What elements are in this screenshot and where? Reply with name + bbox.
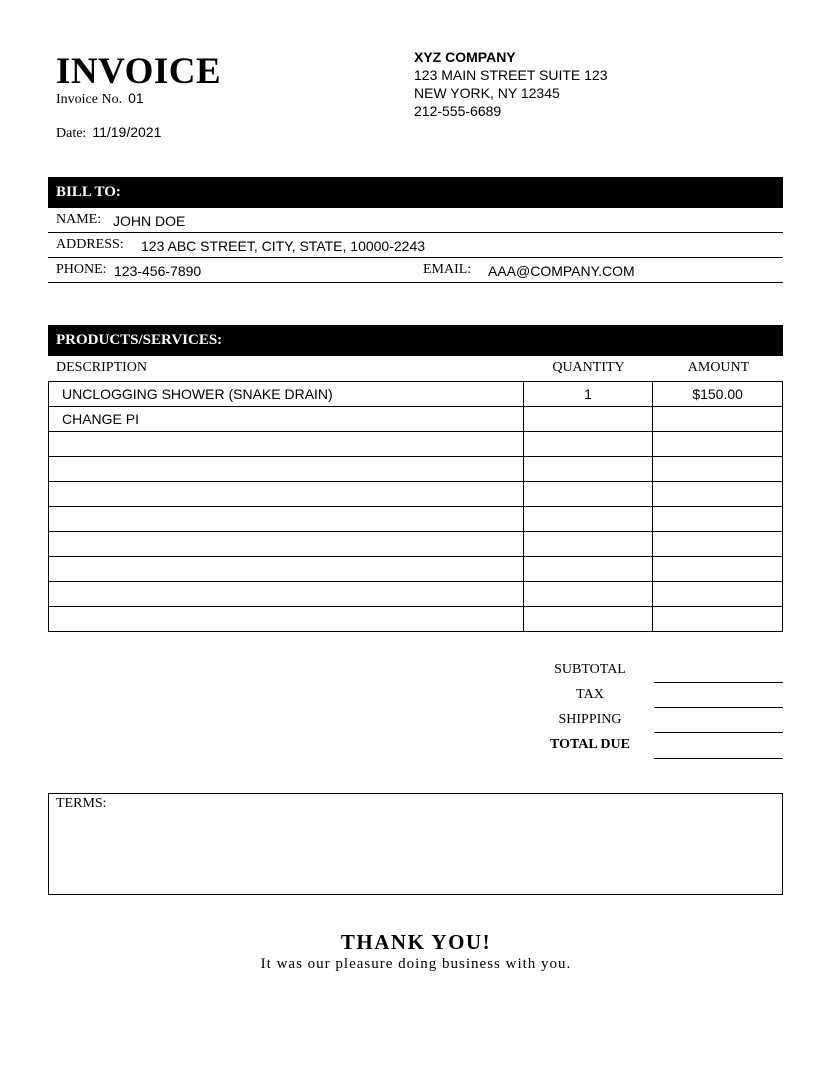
item-description-cell[interactable]	[49, 457, 524, 482]
bill-to-heading: BILL TO:	[48, 177, 783, 208]
item-description-cell[interactable]	[49, 532, 524, 557]
item-amount-cell[interactable]	[653, 532, 783, 557]
address-value[interactable]: 123 ABC STREET, CITY, STATE, 10000-2243	[141, 238, 426, 254]
item-quantity-cell[interactable]	[523, 457, 653, 482]
item-quantity-cell[interactable]: 1	[523, 382, 653, 407]
thank-you-message: It was our pleasure doing business with you.	[260, 956, 572, 972]
terms-label: TERMS:	[56, 796, 107, 811]
name-label: NAME:	[56, 212, 102, 227]
email-label: EMAIL:	[423, 262, 472, 277]
table-row	[49, 457, 783, 482]
table-row	[49, 557, 783, 582]
table-row	[49, 532, 783, 557]
total-due-field[interactable]	[654, 758, 783, 759]
item-amount-cell[interactable]	[653, 557, 783, 582]
email-value[interactable]: AAA@COMPANY.COM	[488, 263, 635, 279]
item-description-cell[interactable]: UNCLOGGING SHOWER (SNAKE DRAIN)	[49, 382, 524, 407]
thank-you-heading: THANK YOU!	[340, 930, 492, 954]
table-row	[49, 482, 783, 507]
item-quantity-cell[interactable]	[523, 482, 653, 507]
company-name: XYZ COMPANY	[414, 49, 516, 65]
item-amount-cell[interactable]	[653, 582, 783, 607]
table-row	[49, 582, 783, 607]
invoice-number	[56, 90, 144, 108]
item-description-cell[interactable]	[49, 482, 524, 507]
item-quantity-cell[interactable]	[523, 532, 653, 557]
subtotal-label: SUBTOTAL	[554, 662, 626, 677]
item-description-cell[interactable]	[49, 582, 524, 607]
item-description-cell[interactable]: CHANGE PI	[49, 407, 524, 432]
subtotal-field[interactable]	[654, 682, 783, 683]
company-address-line2: NEW YORK, NY 12345	[414, 85, 560, 101]
item-amount-cell[interactable]: $150.00	[653, 382, 783, 407]
phone-label: PHONE:	[56, 262, 107, 277]
item-amount-cell[interactable]	[653, 482, 783, 507]
item-quantity-cell[interactable]	[523, 557, 653, 582]
bill-to-contact-row	[48, 258, 783, 283]
item-description-cell[interactable]	[49, 557, 524, 582]
table-row	[49, 432, 783, 457]
company-address-line1: 123 MAIN STREET SUITE 123	[414, 67, 608, 83]
tax-label: TAX	[576, 687, 604, 702]
invoice-title: INVOICE	[56, 51, 222, 92]
phone-value[interactable]: 123-456-7890	[114, 263, 202, 279]
item-quantity-cell[interactable]	[523, 432, 653, 457]
item-amount-cell[interactable]	[653, 507, 783, 532]
item-quantity-cell[interactable]	[523, 407, 653, 432]
invoice-number-value: 01	[128, 90, 144, 106]
item-description-cell[interactable]	[49, 607, 524, 632]
item-amount-cell[interactable]	[653, 607, 783, 632]
column-header-amount: AMOUNT	[687, 360, 750, 375]
bill-to-address-row	[48, 233, 783, 258]
invoice-date	[56, 124, 161, 142]
shipping-label: SHIPPING	[558, 712, 622, 727]
item-description-cell[interactable]	[49, 507, 524, 532]
table-row	[49, 507, 783, 532]
products-table	[48, 381, 783, 632]
company-phone: 212-555-6689	[414, 103, 502, 119]
item-quantity-cell[interactable]	[523, 607, 653, 632]
invoice-number-label: Invoice No.	[56, 92, 123, 107]
address-label: ADDRESS:	[56, 237, 124, 252]
name-value[interactable]: JOHN DOE	[113, 213, 186, 229]
item-amount-cell[interactable]	[653, 432, 783, 457]
tax-field[interactable]	[654, 707, 783, 708]
item-quantity-cell[interactable]	[523, 507, 653, 532]
bill-to-name-row	[48, 208, 783, 233]
products-heading: PRODUCTS/SERVICES:	[48, 325, 783, 356]
item-amount-cell[interactable]	[653, 407, 783, 432]
invoice-date-value: 11/19/2021	[92, 124, 162, 140]
table-row	[49, 407, 783, 432]
invoice-date-label: Date:	[56, 126, 87, 141]
table-row	[49, 382, 783, 407]
terms-box[interactable]	[48, 793, 783, 895]
table-row	[49, 607, 783, 632]
shipping-field[interactable]	[654, 732, 783, 733]
item-amount-cell[interactable]	[653, 457, 783, 482]
company-block	[414, 48, 607, 120]
column-header-description: DESCRIPTION	[56, 360, 148, 375]
column-header-quantity: QUANTITY	[552, 360, 625, 375]
item-description-cell[interactable]	[49, 432, 524, 457]
total-due-label: TOTAL DUE	[549, 737, 630, 752]
item-quantity-cell[interactable]	[523, 582, 653, 607]
